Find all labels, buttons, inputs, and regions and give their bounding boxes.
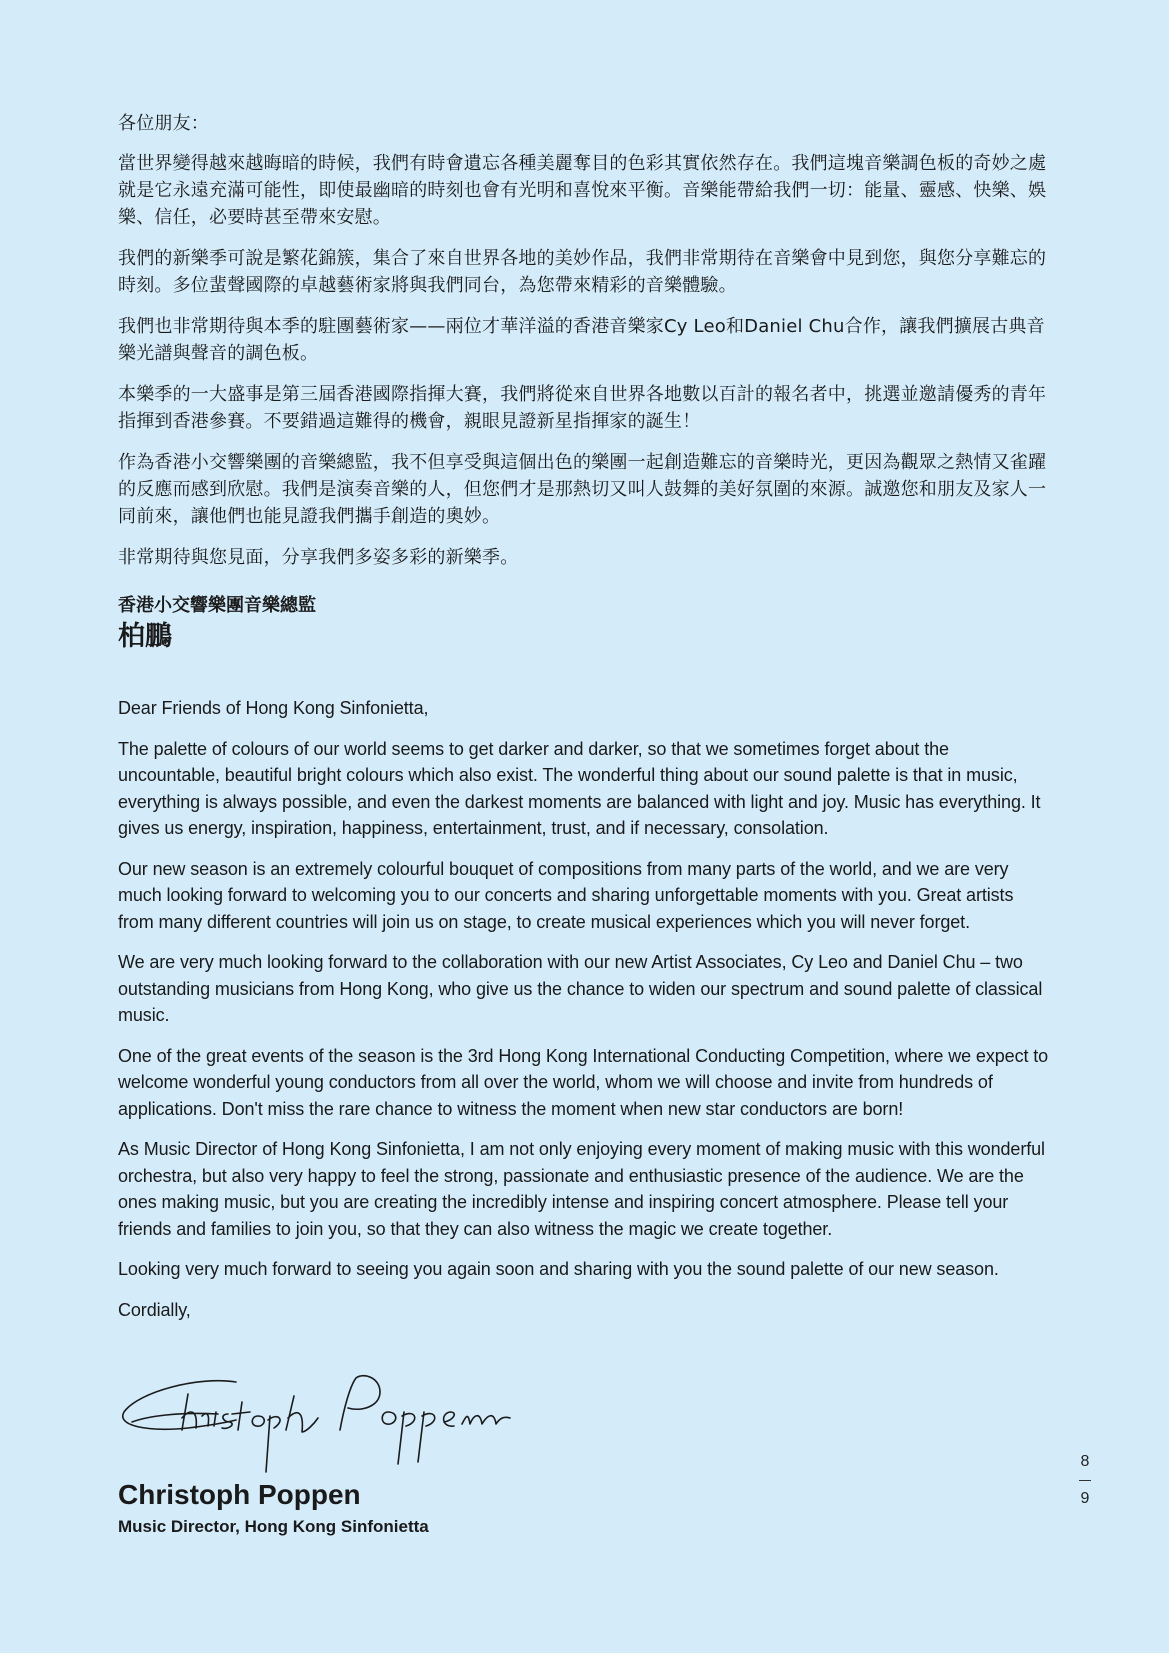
english-closing: Cordially, xyxy=(118,1299,191,1320)
english-paragraph: Looking very much forward to seeing you again soon and sharing with you the sound palette of our new season. xyxy=(118,1259,999,1279)
chinese-paragraph: 我們也非常期待與本季的駐團藝術家——兩位才華洋溢的香港音樂家Cy Leo和Daniel Chu合作，讓我們擴展古典音樂光譜與聲音的調色板。 xyxy=(118,316,1045,364)
english-paragraph: As Music Director of Hong Kong Sinfonietta, I am not only enjoying every moment of making music with this wonderful orchestra, but also very happy to feel the strong, passionate and enthusiastic presence of the audience. We are the ones making music, but you are creating the incredibly intense and inspiring concert atmosphere. Please tell your friends and families to join you, so that they can also witness the magic we create together. xyxy=(118,1139,1045,1239)
english-paragraph: The palette of colours of our world seems to get darker and darker, so that we sometimes forget about the uncountable, beautiful bright colours which also exist. The wonderful thing about our sound palette is that in music, everything is always possible, and even the darkest moments are balanced with light and joy. Music has everything. It gives us energy, inspiration, happiness, entertainment, trust, and if necessary, consolation. xyxy=(118,738,1041,838)
chinese-greeting: 各位朋友： xyxy=(118,113,209,134)
signatory-name: Christoph Poppen xyxy=(118,1479,361,1510)
english-letter xyxy=(118,695,1052,1323)
english-paragraph: We are very much looking forward to the collaboration with our new Artist Associates, Cy Leo and Daniel Chu – two outstanding musicians from Hong Kong, who give us the chance to widen our spectrum and sound palette of classical music. xyxy=(118,952,1043,1025)
page-number-left: 8 xyxy=(1080,1453,1090,1470)
page-number-divider xyxy=(1079,1480,1091,1481)
page-number-right: 9 xyxy=(1080,1490,1090,1507)
letter-page xyxy=(118,110,1052,1337)
chinese-paragraph: 當世界變得越來越晦暗的時候，我們有時會遺忘各種美麗奪目的色彩其實依然存在。我們這塊音樂調色板的奇妙之處就是它永遠充滿可能性，即使最幽暗的時刻也會有光明和喜悅來平衡。音樂能帶給我們一切：能量、靈感、快樂、娛樂、信任，必要時甚至帶來安慰。 xyxy=(118,153,1047,228)
chinese-paragraph: 非常期待與您見面，分享我們多姿多彩的新樂季。 xyxy=(118,547,519,568)
chinese-paragraph: 本樂季的一大盛事是第三屆香港國際指揮大賽，我們將從來自世界各地數以百計的報名者中，挑選並邀請優秀的青年指揮到香港參賽。不要錯過這難得的機會，親眼見證新星指揮家的誕生！ xyxy=(118,384,1047,432)
chinese-letter xyxy=(118,110,1052,655)
page-numbers xyxy=(1070,1452,1100,1509)
chinese-paragraph: 作為香港小交響樂團的音樂總監，我不但享受與這個出色的樂團一起創造難忘的音樂時光，更因為觀眾之熱情又雀躍的反應而感到欣慰。我們是演奏音樂的人，但您們才是那熱切又叫人鼓舞的美好氛圍的來源。誠邀您和朋友及家人一同前來，讓他們也能見證我們攜手創造的奧妙。 xyxy=(118,452,1047,527)
chinese-paragraph: 我們的新樂季可說是繁花錦簇，集合了來自世界各地的美妙作品，我們非常期待在音樂會中見到您，與您分享難忘的時刻。多位蜚聲國際的卓越藝術家將與我們同台，為您帶來精彩的音樂體驗。 xyxy=(118,248,1047,296)
handwritten-signature xyxy=(118,1372,538,1482)
english-paragraph: Our new season is an extremely colourful bouquet of compositions from many parts of the world, and we are very much looking forward to welcoming you to our concerts and sharing unforgettable moments with you. Great artists from many different countries will join us on stage, to create musical experiences which you will never forget. xyxy=(118,858,1014,932)
chinese-signoff-title: 香港小交響樂團音樂總監 xyxy=(118,595,316,616)
english-paragraph: One of the great events of the season is the 3rd Hong Kong International Conducting Competition, where we expect to welcome wonderful young conductors from all over the world, whom we will choose and invite from hundreds of applications. Don't miss the rare chance to witness the moment when new star conductors are born! xyxy=(118,1045,1049,1119)
chinese-signoff-name: 柏鵬 xyxy=(118,621,172,652)
signatory-title: Music Director, Hong Kong Sinfonietta xyxy=(118,1517,429,1536)
english-greeting: Dear Friends of Hong Kong Sinfonietta, xyxy=(118,698,429,718)
